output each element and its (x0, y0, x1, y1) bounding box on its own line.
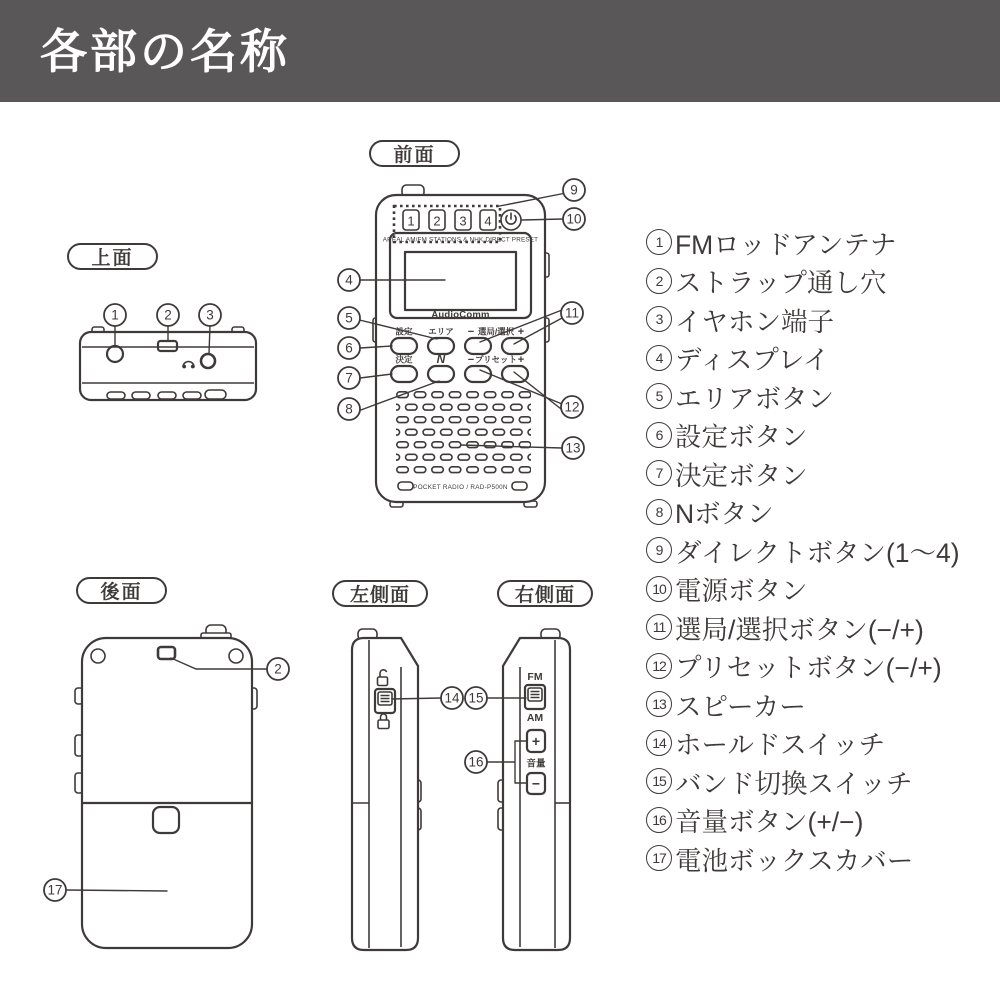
left-view-label: 左側面 (332, 580, 428, 607)
tune-minus-label: − (467, 326, 475, 338)
legend-item: 8 Nボタン (646, 493, 960, 532)
n-label: N (436, 352, 446, 366)
right-side-diagram (460, 570, 610, 970)
svg-text:2: 2 (274, 661, 282, 677)
legend-item: 5 エリアボタン (646, 377, 960, 416)
legend-item: 9 ダイレクトボタン(1～4) (646, 531, 960, 570)
callout-5 (338, 307, 360, 329)
front-device (373, 185, 549, 507)
right-view-label: 右側面 (497, 580, 593, 607)
front-view-label: 前面 (369, 140, 460, 167)
preset-plus-label: + (517, 354, 525, 366)
callout-10 (563, 208, 585, 230)
svg-text:+: + (531, 733, 541, 749)
parts-legend (646, 223, 960, 878)
callout-15 (465, 687, 487, 709)
back-body (82, 638, 252, 948)
callout-4 (338, 269, 360, 291)
callout-2 (157, 304, 179, 326)
legend-item: 6 設定ボタン (646, 416, 960, 455)
legend-item: 14 ホールドスイッチ (646, 724, 960, 763)
settei-label: 設定 (395, 326, 413, 337)
svg-text:8: 8 (345, 401, 353, 417)
preset-label: プリセット (474, 354, 518, 365)
callout-13 (562, 437, 584, 459)
legend-item: 1 FMロッドアンテナ (646, 223, 960, 262)
back-view-label: 後面 (76, 577, 167, 604)
svg-text:16: 16 (468, 754, 484, 770)
svg-text:9: 9 (570, 182, 578, 198)
callout-11 (561, 302, 583, 324)
right-side-device (498, 629, 570, 950)
callout-12 (561, 396, 583, 418)
front-view-diagram (330, 130, 600, 520)
svg-text:13: 13 (565, 440, 581, 456)
svg-text:4: 4 (484, 213, 492, 229)
legend-item: 7 決定ボタン (646, 454, 960, 493)
svg-text:3: 3 (459, 213, 467, 229)
callout-8 (338, 398, 360, 420)
tune-label: 選局/選択 (477, 326, 515, 337)
callout-1 (104, 304, 126, 326)
callout-9 (563, 179, 585, 201)
legend-item: 16 音量ボタン(+/−) (646, 801, 960, 840)
callout-2b (267, 658, 289, 680)
preset-minus-label: − (467, 354, 475, 366)
callout-3 (199, 304, 221, 326)
svg-text:3: 3 (206, 307, 214, 323)
legend-item: 12 プリセットボタン(−/+) (646, 647, 960, 686)
left-leader-line (392, 698, 441, 699)
top-view-label: 上面 (67, 243, 158, 270)
callout-7 (338, 367, 360, 389)
am-label: AM (526, 712, 544, 724)
svg-text:1: 1 (407, 213, 415, 229)
svg-text:5: 5 (345, 310, 353, 326)
svg-text:7: 7 (345, 370, 353, 386)
back-view-diagram (30, 570, 310, 970)
legend-item: 10 電源ボタン (646, 570, 960, 609)
svg-text:−: − (531, 775, 541, 792)
top-body (80, 332, 256, 400)
svg-text:2: 2 (433, 213, 441, 229)
legend-item: 2 ストラップ通し穴 (646, 262, 960, 301)
svg-text:15: 15 (468, 690, 484, 706)
legend-item: 13 スピーカー (646, 685, 960, 724)
model-caption: POCKET RADIO / RAD-P500N (413, 484, 508, 491)
svg-text:1: 1 (111, 307, 119, 323)
kettei-label: 決定 (395, 354, 413, 365)
svg-text:4: 4 (345, 272, 353, 288)
svg-text:10: 10 (566, 211, 582, 227)
tune-plus-label: + (517, 326, 525, 338)
page-title: 各部の名称 (40, 25, 290, 78)
left-side-diagram (325, 570, 475, 970)
callout-6 (338, 337, 360, 359)
speaker-grille (396, 391, 531, 474)
brand-text: AudioComm (431, 309, 490, 321)
legend-item: 3 イヤホン端子 (646, 300, 960, 339)
svg-text:17: 17 (47, 882, 63, 898)
legend-item: 17 電池ボックスカバー (646, 839, 960, 878)
svg-text:12: 12 (564, 399, 580, 415)
fm-label: FM (527, 671, 543, 683)
back-device (75, 625, 257, 948)
left-side-device (352, 629, 421, 950)
area-label: エリア (428, 326, 454, 337)
header-banner (0, 0, 1000, 102)
legend-item: 4 ディスプレイ (646, 339, 960, 378)
legend-item: 15 バンド切換スイッチ (646, 762, 960, 801)
svg-text:14: 14 (444, 690, 460, 706)
svg-text:6: 6 (345, 340, 353, 356)
volume-label: 音量 (526, 758, 546, 770)
svg-text:2: 2 (164, 307, 172, 323)
callout-16 (465, 751, 487, 773)
svg-text:11: 11 (564, 305, 580, 321)
legend-item: 11 選局/選択ボタン(−/+) (646, 608, 960, 647)
display-caption: AREAL AM/FM STATIONS & NHK DIRECT PRESET (382, 236, 539, 244)
callout-17 (44, 879, 66, 901)
